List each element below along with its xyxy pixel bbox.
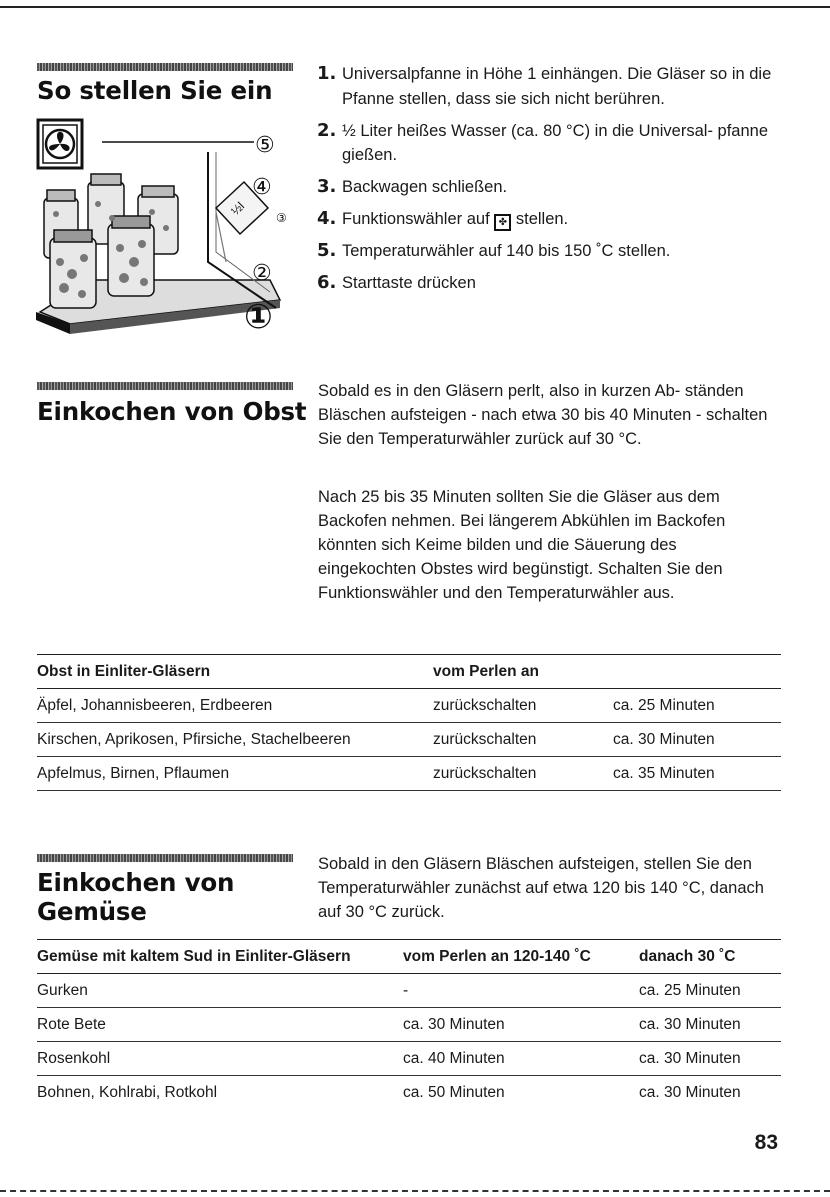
vegetable-table [37, 939, 781, 1109]
table-row: Kirschen, Aprikosen, Pfirsiche, Stachelbeeren zurückschalten ca. 30 Minuten [37, 723, 781, 757]
fan-mode-icon [38, 120, 82, 168]
callout-5: ⑤ [255, 133, 275, 158]
step-item: 6. Starttaste drücken [317, 272, 476, 293]
svg-text:½l: ½l [228, 199, 248, 219]
table-header-row [37, 655, 781, 689]
fruit-paragraph-1: Sobald es in den Gläsern perlt, also in kurzen Ab- ständen Bläschen aufsteigen - nach etwa 30 bis 40 Minuten - schalten Sie den Temperaturwähler zurück auf 30 °C. [318, 382, 768, 448]
vegetable-paragraph: Sobald in den Gläsern Bläschen aufsteigen, stellen Sie den Temperaturwähler zunächst auf etwa 120 bis 140 °C, danach auf 30 °C zurück. [318, 855, 764, 921]
callout-2: ② [252, 261, 272, 286]
table-row: Gurken - ca. 25 Minuten [37, 974, 781, 1008]
column-header [613, 655, 781, 689]
section-title-settings: So stellen Sie ein [37, 76, 273, 105]
callout-4: ④ [252, 175, 272, 200]
page-number: 83 [754, 1131, 778, 1154]
column-header: Obst in Einliter-Gläsern [37, 662, 211, 680]
table-row: Rosenkohl ca. 40 Minuten ca. 30 Minuten [37, 1042, 781, 1076]
step-item: 4. Funktionswähler auf ✤ stellen. [317, 208, 569, 229]
step-item: 5. Temperaturwähler auf 140 bis 150 ˚C stellen. [317, 240, 671, 261]
setup-steps [317, 62, 817, 303]
section-title-vegetables: Einkochen von Gemüse [37, 868, 235, 926]
table-row: Rote Bete ca. 30 Minuten ca. 30 Minuten [37, 1008, 781, 1042]
heading-bar [37, 63, 293, 71]
bottom-rule [0, 1190, 830, 1192]
callout-1: ① [244, 297, 273, 337]
step-item: 3. Backwagen schließen. [317, 176, 508, 197]
top-rule [0, 6, 830, 8]
column-header: vom Perlen an 120-140 ˚C [403, 947, 591, 965]
heading-bar [37, 382, 293, 390]
heading-bar [37, 854, 293, 862]
fan-symbol-icon: ✤ [494, 214, 511, 231]
section-title-fruit: Einkochen von Obst [37, 397, 307, 426]
column-header: Gemüse mit kaltem Sud in Einliter-Gläsern [37, 947, 351, 965]
column-header: vom Perlen an [433, 662, 539, 680]
fruit-table [37, 654, 781, 791]
table-row: Äpfel, Johannisbeeren, Erdbeeren zurückschalten ca. 25 Minuten [37, 689, 781, 723]
table-header-row [37, 940, 781, 974]
oven-jars-illustration [30, 112, 295, 344]
step-item: 1. Universalpfanne in Höhe 1 einhängen. Die Gläser so in die Pfanne stellen, dass sie sich nicht berühren. [317, 63, 772, 108]
column-header: danach 30 ˚C [639, 947, 736, 965]
fruit-paragraph-2: Nach 25 bis 35 Minuten sollten Sie die Gläser aus dem Backofen nehmen. Bei längerem Abkühlen im Backofen könnten sich Keime bilden und die Säuerung des eingekochten Obstes wird begünstigt. Schalten Sie den Funktionswähler und den Temperaturwähler aus. [318, 488, 726, 602]
step-item: 2. ½ Liter heißes Wasser (ca. 80 °C) in die Universal- pfanne gießen. [317, 119, 768, 164]
table-row: Bohnen, Kohlrabi, Rotkohl ca. 50 Minuten ca. 30 Minuten [37, 1083, 741, 1101]
callout-3: ③ [276, 211, 287, 225]
table-row: Apfelmus, Birnen, Pflaumen zurückschalten ca. 35 Minuten [37, 757, 781, 791]
